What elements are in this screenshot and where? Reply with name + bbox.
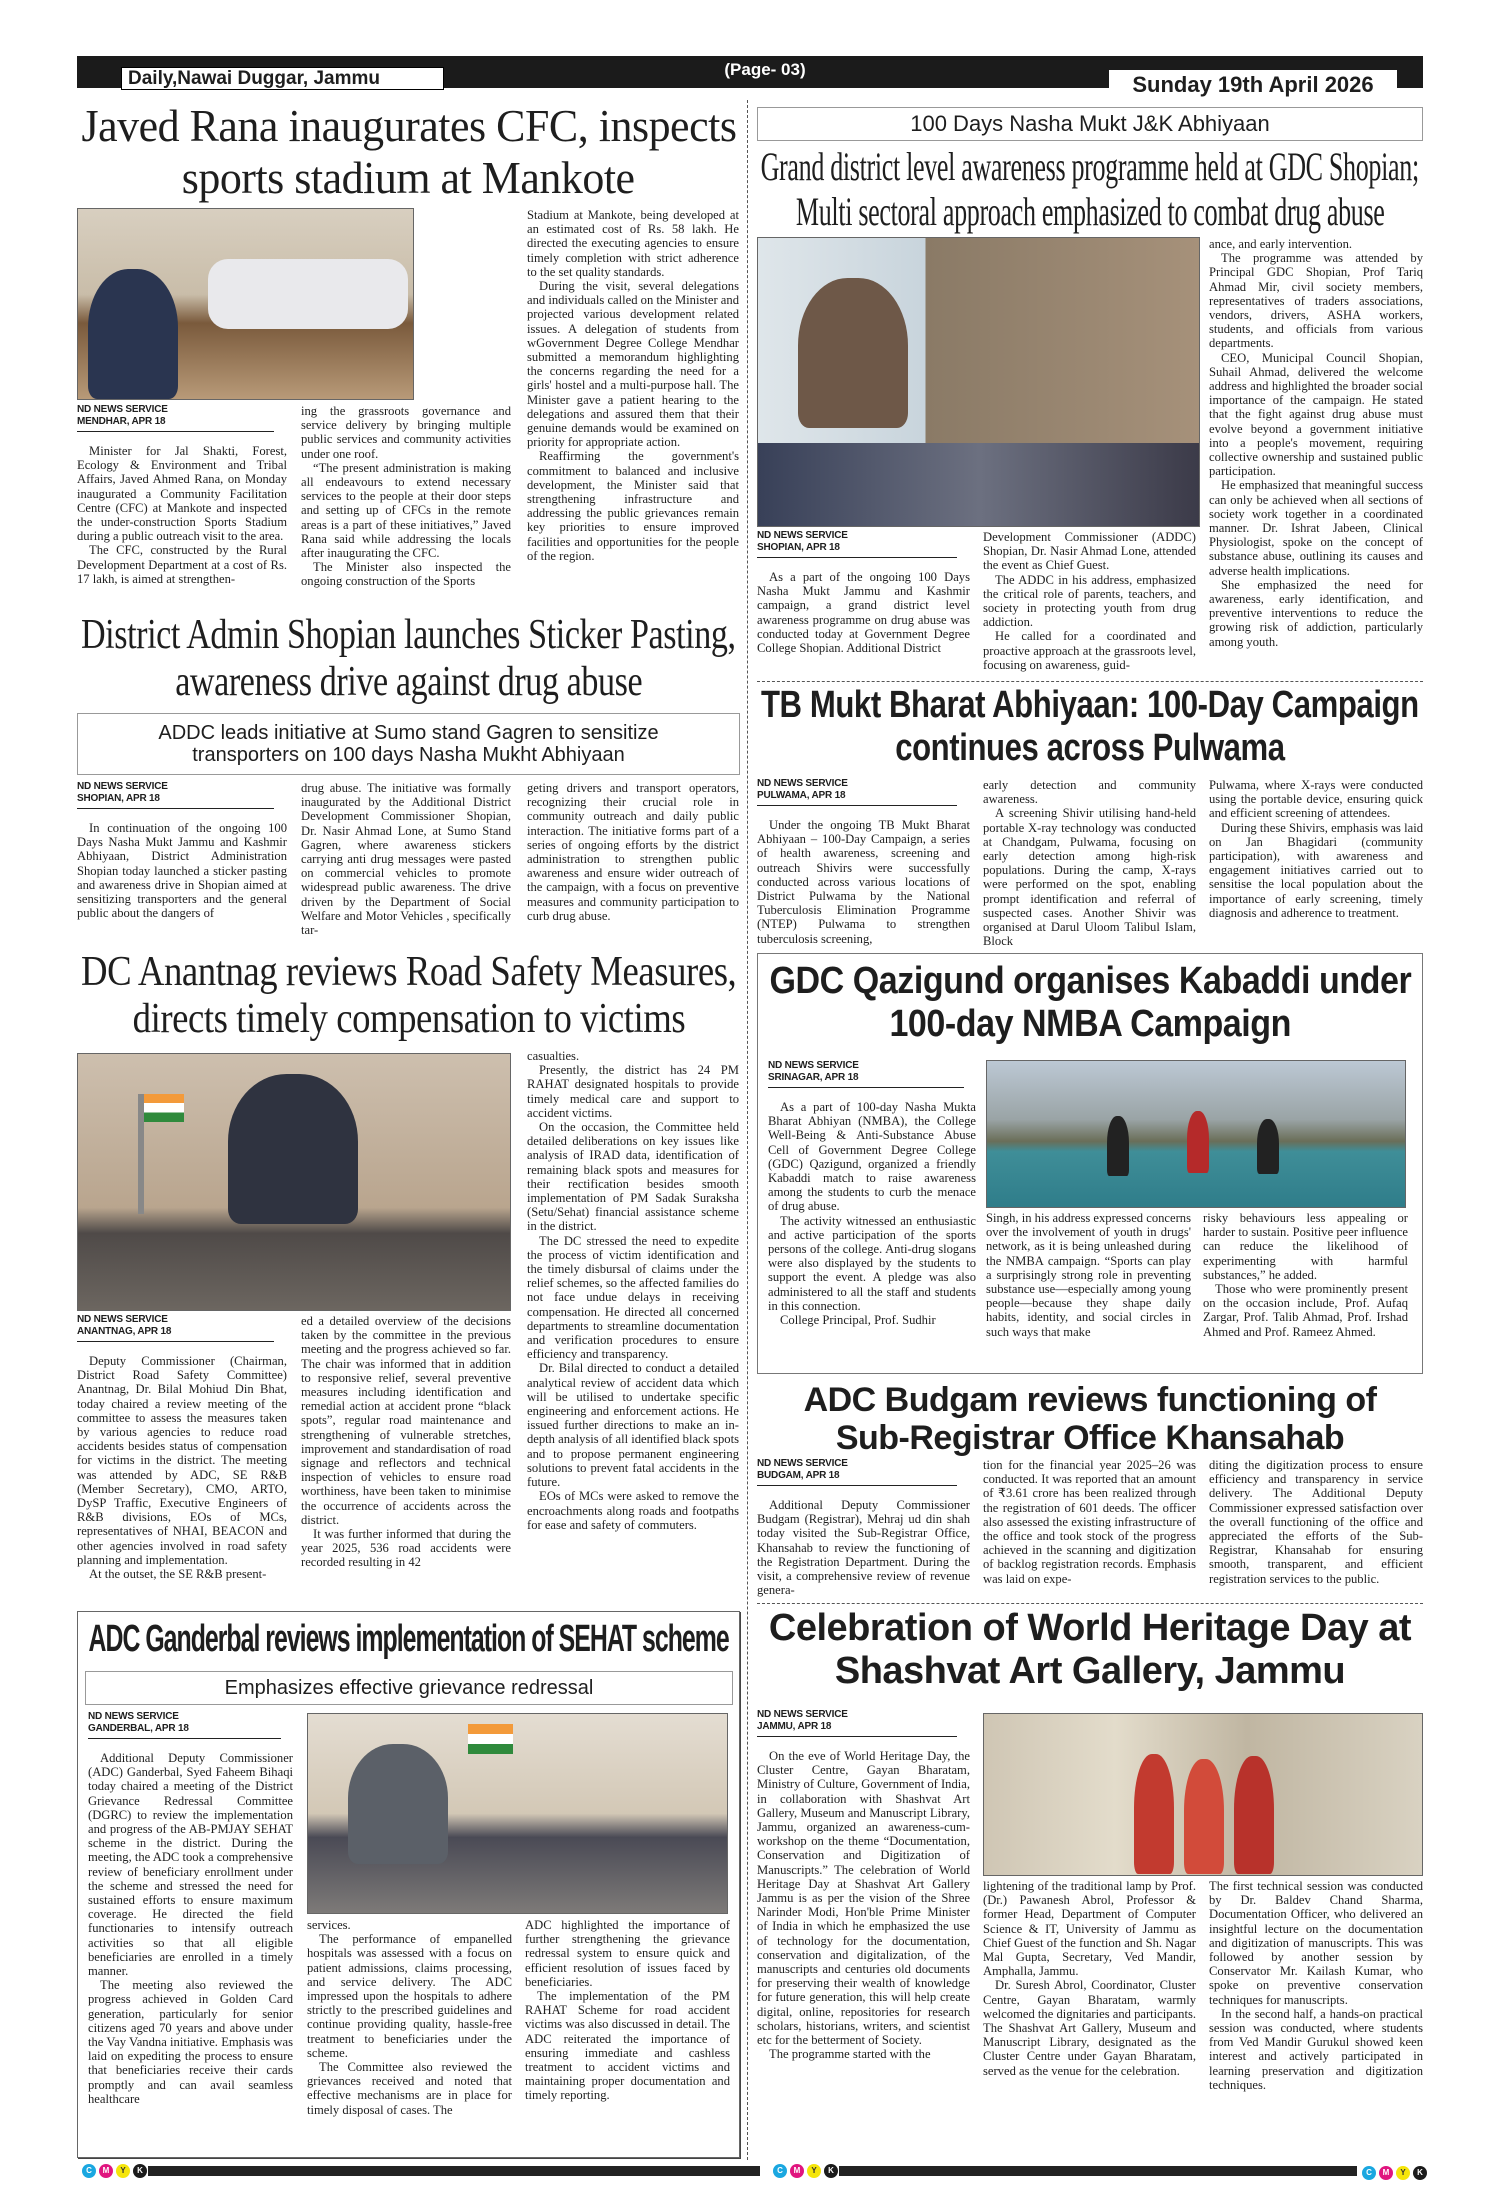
article-body bbox=[1209, 1458, 1423, 1586]
article-body bbox=[525, 1918, 730, 2103]
paragraph: During the visit, several delegations and individuals called on the Minister and projected various development related issues. A delegation of students from wGovernment Degree College Mendhar submitted a memorandum highlighting the concerns regarding the need for a girls' hostel and a multi-purpose hall. The Minister gave a patient hearing to the delegations and assured them that their genuine demands would be examined on priority for appropriate action. bbox=[527, 279, 739, 450]
section-divider bbox=[757, 1603, 1423, 1604]
article-column bbox=[1209, 778, 1423, 948]
paragraph: Reaffirming the government's commitment to balanced and inclusive development, the Minister said that strengthening infrastructure and addressing the public grievances remain key priorities to ensure improved facilities and opportunities for the people of the region. bbox=[527, 449, 739, 563]
article-body bbox=[77, 821, 287, 920]
headline-javed-rana: Javed Rana inaugurates CFC, inspects sports stadium at Mankote bbox=[81, 100, 736, 203]
photo-art-gallery-event bbox=[983, 1713, 1423, 1876]
paragraph: The performance of empanelled hospitals was assessed with a focus on patient admissions, claims processing, and service delivery. The ADC impressed upon the hospitals to adhere strictly to the prescribed guidelines and continue providing quality, hassle-free treatment to beneficiaries under the scheme. bbox=[307, 1932, 512, 2060]
paragraph: geting drivers and transport operators, recognizing their crucial role in community outreach and daily public interaction. The initiative forms part of a series of ongoing efforts by the district administration to strengthen public awareness and ensure wider outreach of the campaign, with a focus on preventive measures and community participation to curb drug abuse. bbox=[527, 781, 739, 923]
article-body bbox=[1209, 1879, 1423, 2092]
article-column bbox=[527, 1049, 739, 1599]
paragraph: ing the grassroots governance and service delivery by bringing multiple public services and community activities under one roof. bbox=[301, 404, 511, 461]
article-body bbox=[757, 1749, 970, 2061]
article-body bbox=[301, 404, 511, 589]
article-column bbox=[983, 1458, 1196, 1603]
headline-adc-budgam: ADC Budgam reviews functioning of Sub-Registrar Office Khansahab bbox=[803, 1381, 1377, 1458]
paragraph: At the outset, the SE R&B present- bbox=[89, 1567, 267, 1582]
paragraph: lightening of the traditional lamp by Prof. (Dr.) Pawanesh Abrol, Professor & former Head, Department of Computer Science & IT, University of Jammu as Chief Guest of the function and Sh. Nagar Mal Gupta, Secretary, Ved Mandir, Amphalla, Jammu. bbox=[983, 1879, 1196, 1979]
article-column bbox=[1209, 237, 1423, 675]
paragraph: The meeting also reviewed the progress achieved in Golden Card generation, particularly for senior citizens aged 70 years and above under the Vay Vandna initiative. Emphasis was laid on expediting the process to ensure that beneficiaries receive their cards promptly and can avail seamless healthcare bbox=[88, 1978, 293, 2106]
dateline: ND NEWS SERVICE SHOPIAN, APR 18 bbox=[757, 530, 957, 558]
article-body bbox=[757, 1498, 970, 1597]
paragraph: ed a detailed overview of the decisions taken by the committee in the previous meeting and the progress achieved so far. The chair was informed that in addition to responsive relief, several preventive measures including identification and remedial action at accident prone “black spots”, regular road maintenance and strengthening of vulnerable stretches, improvement and standardisation of road signage and reflectors and technical inspection of vehicles to ensure road worthiness, have been taken to minimise the occurrence of accidents across the district. bbox=[301, 1314, 511, 1527]
article-body bbox=[757, 818, 970, 946]
paragraph: “The present administration is making all endeavours to extend necessary services to the people at their door steps and setting up of CFCs in the remote areas is a part of these initiatives,” Javed Rana said while addressing the locals after inaugurating the CFC. bbox=[301, 460, 511, 561]
article-body bbox=[301, 781, 511, 937]
article-body bbox=[527, 781, 739, 923]
article-body bbox=[527, 1049, 739, 1532]
headline-gdc-qazigund: GDC Qazigund organises Kabaddi under 100-day NMBA Campaign bbox=[769, 960, 1411, 1045]
dateline: ND NEWS SERVICE PULWAMA, APR 18 bbox=[757, 778, 957, 806]
article-body bbox=[301, 1314, 511, 1570]
article-column bbox=[1209, 1879, 1423, 2156]
dateline: ND NEWS SERVICE ANANTNAG, APR 18 bbox=[77, 1314, 274, 1342]
paragraph: Those who were prominently present on the occasion include, Prof. Aufaq Zargar, Prof. Talib Ahmad, Prof. Irshad Ahmed and Prof. Rameez Ahmed. bbox=[1203, 1282, 1408, 1339]
paragraph: tion for the financial year 2025–26 was conducted. It was reported that an amount of ₹3.61 crore has been realized through the registration of 601 deeds. The officer also assessed the existing infrastructure of the office and took stock of the progress achieved in the scanning and digitization of backlog registration records. Emphasis was laid on expe- bbox=[983, 1458, 1196, 1586]
article-column bbox=[757, 778, 970, 948]
headline-dc-anantnag: DC Anantnag reviews Road Safety Measures, directs timely compensation to victims bbox=[80, 949, 737, 1043]
article-body bbox=[527, 208, 739, 563]
paragraph: drug abuse. The initiative was formally inaugurated by the Additional District Development Commissioner Shopian, Dr. Nasir Ahmad Lone, at Sumo Stand Gagren, where awareness stickers carrying anti drug messages were pasted on commercial vehicles to promote widespread public awareness. The drive driven by the Department of Social Welfare and Motor Vehicles , specifically tar- bbox=[301, 781, 511, 938]
article-column bbox=[757, 1458, 970, 1603]
article-column bbox=[88, 1711, 293, 2154]
paragraph: The first technical session was conducted by Dr. Baldev Chand Sharma, Documentation Officer, who delivered an insightful lecture on the documentation and digitization of manuscripts. This was followed by another session by Conservator Mr. Kailash Kumar, who spoke on preventive conservation techniques for manuscripts. bbox=[1209, 1879, 1423, 2007]
article-body bbox=[77, 1354, 287, 1581]
article-column bbox=[301, 781, 511, 941]
paragraph: It was further informed that during the year 2025, 536 road accidents were recorded resulting in 42 bbox=[301, 1527, 511, 1570]
paragraph: As a part of 100-day Nasha Mukta Bharat Abhiyan (NMBA), the College Well-Being & Anti-Substance Abuse Cell of Government Degree College (GDC) Qazigund, organized a friendly Kabaddi match to raise awareness among the students to curb the menace of drug abuse. bbox=[768, 1100, 976, 1214]
article-column bbox=[1203, 1211, 1408, 1371]
photo-minister-meeting bbox=[77, 208, 414, 400]
paragraph: Development Commissioner (ADDC) Shopian, Dr. Nasir Ahmad Lone, attended the event as Chief Guest. bbox=[983, 530, 1196, 573]
paragraph: casualties. bbox=[527, 1049, 580, 1063]
article-column bbox=[525, 1918, 730, 2154]
paragraph: Additional Deputy Commissioner (ADC) Ganderbal, Syed Faheem Bihaqi today chaired a meeting of the District Grievance Redressal Committee (DGRC) to review the implementation and progress of the AB-PMJAY SEHAT scheme in the district. During the meeting, the ADC took a comprehensive review of beneficiary enrollment under the scheme and stressed the need for sustained efforts to ensure maximum coverage. He directed the field functionaries to intensify outreach activities so that all eligible beneficiaries are enrolled in a timely manner. bbox=[88, 1751, 293, 1979]
footer-bar bbox=[839, 2166, 1357, 2176]
subheadline: Emphasizes effective grievance redressal bbox=[85, 1671, 733, 1705]
photo-kabaddi-match bbox=[986, 1060, 1406, 1208]
paragraph: Dr. Suresh Abrol, Coordinator, Cluster Centre, Gayan Bharatam, warmly welcomed the dignitaries and participants. The Shashvat Art Gallery, Museum and Manuscript Library, designated as the Cluster Centre under Gayan Bharatam, served as the venue for the celebration. bbox=[983, 1978, 1196, 2078]
photo-dgrc-meeting bbox=[307, 1713, 728, 1914]
article-column bbox=[527, 208, 739, 604]
paragraph: Additional Deputy Commissioner Budgam (Registrar), Mehraj ud din shah today visited the Sub-Registrar Office, Khansahab to review the functioning of the Registration Department. During the visit, a comprehensive review of revenue genera- bbox=[757, 1498, 970, 1598]
article-column bbox=[307, 1918, 512, 2154]
subheadline: ADDC leads initiative at Sumo stand Gagren to sensitize transporters on 100 days Nasha Mukht Abhiyaan bbox=[77, 713, 740, 775]
article-column bbox=[1209, 1458, 1423, 1603]
paragraph: Stadium at Mankote, being developed at an estimated cost of Rs. 58 lakh. He directed the executing agencies to ensure timely completion with strict adherence to the set quality standards. bbox=[527, 208, 739, 279]
paragraph: College Principal, Prof. Sudhir bbox=[780, 1313, 936, 1328]
article-body bbox=[983, 1879, 1196, 2078]
paragraph: She emphasized the need for awareness, early identification, and preventive interventions to reduce the growing risk of addiction, particularly among youth. bbox=[1209, 577, 1423, 649]
paragraph: The DC stressed the need to expedite the process of victim identification and the timely disbursal of claims under the relief schemes, so the affected families do not face undue delays in receiving compensation. He directed all concerned departments to streamline documentation and verification procedures to ensure efficiency and transparency. bbox=[527, 1233, 739, 1362]
article-column bbox=[757, 1709, 970, 2156]
headline-world-heritage-day: Celebration of World Heritage Day at Shashvat Art Gallery, Jammu bbox=[768, 1607, 1412, 1692]
article-body bbox=[983, 1458, 1196, 1586]
article-column bbox=[986, 1211, 1191, 1371]
cmyk-marks-center: C M Y K bbox=[773, 2164, 838, 2178]
paragraph: ance, and early intervention. bbox=[1209, 237, 1353, 251]
campaign-kicker: 100 Days Nasha Mukt J&K Abhiyaan bbox=[757, 107, 1423, 141]
paragraph: The activity witnessed an enthusiastic and active participation of the sports persons of the college. Anti-drug slogans were also displayed by the students to support the event. A pledge was also administered to all the staff and students in this connection. bbox=[768, 1213, 976, 1313]
footer-bar bbox=[148, 2166, 760, 2176]
dateline: ND NEWS SERVICE MENDHAR, APR 18 bbox=[77, 404, 274, 432]
paragraph: The Minister also inspected the ongoing construction of the Sports bbox=[301, 560, 511, 589]
issue-date: Sunday 19th April 2026 bbox=[1109, 70, 1397, 100]
article-column bbox=[768, 1060, 976, 1370]
paragraph: Singh, in his address expressed concerns over the involvement of youth in drugs' network, as it is being unleashed during the NMBA campaign. “Sports can play a surprisingly strong role in preventing substance use—especially among young people—because they shape daily habits, identity, and social circles in such ways that make bbox=[986, 1211, 1191, 1339]
article-body bbox=[1209, 778, 1423, 920]
paragraph: Pulwama, where X-rays were conducted using the portable device, ensuring quick and efficient screening of attendees. bbox=[1209, 778, 1423, 821]
dateline: ND NEWS SERVICE JAMMU, APR 18 bbox=[757, 1709, 957, 1737]
article-body bbox=[983, 778, 1196, 948]
article-column bbox=[983, 530, 1196, 675]
photo-road-safety-meeting bbox=[77, 1053, 511, 1311]
article-body bbox=[1209, 237, 1423, 649]
article-column bbox=[301, 404, 511, 604]
headline-adc-ganderbal: ADC Ganderbal reviews implementation of SEHAT scheme bbox=[88, 1618, 730, 1660]
article-body bbox=[77, 444, 287, 586]
paragraph: diting the digitization process to ensure efficiency and transparency in service delivery. The Additional Deputy Commissioner expressed satisfaction over the overall functioning of the office and appreciated the efforts of the Sub-Registrar, Khansahab for ensuring smooth, transparent, and efficient registration services to the public. bbox=[1209, 1458, 1423, 1586]
article-column bbox=[77, 781, 287, 941]
dateline: ND NEWS SERVICE GANDERBAL, APR 18 bbox=[88, 1711, 281, 1739]
newspaper-name: Daily,Nawai Duggar, Jammu bbox=[121, 67, 444, 90]
article-column bbox=[983, 778, 1196, 948]
headline-tb-mukt: TB Mukt Bharat Abhiyaan: 100-Day Campaign continues across Pulwama bbox=[761, 684, 1419, 769]
article-body bbox=[983, 530, 1196, 672]
column-divider bbox=[747, 100, 748, 2160]
paragraph: On the occasion, the Committee held detailed deliberations on key issues like analysis of IRAD data, identification of remaining black spots and measures for their rectification besides smooth implementation of PM Sadak Suraksha (Setu/Sehat) financial assistance scheme in the district. bbox=[527, 1120, 739, 1234]
article-body bbox=[88, 1751, 293, 2106]
article-column bbox=[983, 1879, 1196, 2156]
paragraph: In the second half, a hands-on practical session was conducted, where students from Ved Mandir Gurukul showed keen interest and actively participated in learning preservation and digitization techniques. bbox=[1209, 2006, 1423, 2092]
paragraph: The Committee also reviewed the grievances received and noted that effective mechanisms are in place for timely disposal of cases. The bbox=[307, 2060, 512, 2117]
paragraph: services. bbox=[307, 1918, 351, 1932]
paragraph: During these Shivirs, emphasis was laid on Jan Bhagidari (community participation), with awareness and engagement initiatives carried out to sensitise the local population about the importance of early screening, timely diagnosis and adherence to treatment. bbox=[1209, 820, 1423, 920]
paragraph: Minister for Jal Shakti, Forest, Ecology & Environment and Tribal Affairs, Javed Ahmed Rana, on Monday inaugurated a Community Facilitation Centre (CFC) at Mankote and inspected the under-construction Sports Stadium during a public outreach visit to the area. bbox=[77, 444, 287, 544]
paragraph: A screening Shivir utilising hand-held portable X-ray technology was conducted at Chandgam, Pulwama, focusing on early detection among high-risk populations. During the camp, X-rays were performed on the spot, enabling prompt identification and referral of suspected cases. Another Shivir was organised at Darul Uloom Talibul Islam, Block bbox=[983, 806, 1196, 948]
paragraph: The implementation of the PM RAHAT Scheme for road accident victims was also discussed in detail. The ADC reiterated the importance of ensuring immediate and cashless treatment to accident victims and maintaining proper documentation and timely reporting. bbox=[525, 1989, 730, 2103]
paragraph: Under the ongoing TB Mukt Bharat Abhiyaan – 100-Day Campaign, a series of health awareness, screening and outreach Shivirs were successfully conducted across various locations of District Pulwama by the National Tuberculosis Elimination Programme (NTEP) Pulwama to strengthen tuberculosis screening, bbox=[757, 818, 970, 946]
headline-shopian-sticker: District Admin Shopian launches Sticker Pasting, awareness drive against drug abuse bbox=[81, 612, 736, 706]
article-column bbox=[77, 1314, 287, 1599]
paragraph: As a part of the ongoing 100 Days Nasha Mukt Jammu and Kashmir campaign, a grand district level awareness programme on drug abuse was conducted today at Government Degree College Shopian. Additional District bbox=[757, 570, 970, 656]
article-body bbox=[1203, 1211, 1408, 1339]
paragraph: The ADDC in his address, emphasized the critical role of parents, teachers, and society in protecting youth from drug addiction. bbox=[983, 572, 1196, 630]
cmyk-marks-left: C M Y K bbox=[82, 2164, 147, 2178]
paragraph: early detection and community awareness. bbox=[983, 778, 1196, 807]
paragraph: EOs of MCs were asked to remove the encroachments along roads and footpaths for ease and safety of commuters. bbox=[527, 1489, 739, 1532]
paragraph: Presently, the district has 24 PM RAHAT designated hospitals to provide timely medical care and support to accident victims. bbox=[527, 1063, 739, 1120]
paragraph: Dr. Bilal directed to conduct a detailed analytical review of accident data which will be utilised to undertake specific engineering and enforcement actions. He issued further directions to make an in-depth analysis of all identified black spots and to propose permanent engineering solutions to prevent fatal accidents in the future. bbox=[527, 1361, 739, 1490]
dateline: ND NEWS SERVICE SRINAGAR, APR 18 bbox=[768, 1060, 964, 1088]
cmyk-marks-right: C M Y K bbox=[1362, 2166, 1427, 2180]
article-column bbox=[301, 1314, 511, 1599]
article-column bbox=[77, 404, 287, 604]
paragraph: The CFC, constructed by the Rural Development Department at a cost of Rs. 17 lakh, is aimed at strengthen- bbox=[77, 543, 287, 586]
page-number: (Page- 03) bbox=[724, 60, 806, 79]
paragraph: ADC highlighted the importance of further strengthening the grievance redressal system to ensure quick and efficient resolution of issues faced by beneficiaries. bbox=[525, 1918, 730, 1989]
paragraph: He called for a coordinated and proactive approach at the grassroots level, focusing on awareness, guid- bbox=[983, 629, 1196, 672]
paragraph: CEO, Municipal Council Shopian, Suhail Ahmad, delivered the welcome address and highlighted the broader social importance of the campaign. He stated that the fight against drug abuse must evolve beyond a government initiative into a people's movement, requiring collective ownership and sustained public participation. bbox=[1209, 350, 1423, 479]
paragraph: In continuation of the ongoing 100 Days Nasha Mukt Jammu and Kashmir Abhiyaan, District Administration Shopian today launched a sticker pasting and awareness drive in Shopian aimed at sensitizing transporters and the general public about the dangers of bbox=[77, 821, 287, 921]
article-column bbox=[527, 781, 739, 941]
photo-awareness-programme bbox=[757, 237, 1200, 527]
article-body bbox=[986, 1211, 1191, 1339]
paragraph: Deputy Commissioner (Chairman, District Road Safety Committee) Anantnag, Dr. Bilal Mohiud Din Bhat, today chaired a review meeting of the committee to assess the measures taken by various agencies to reduce road accidents besides status of compensation for victims in the district. The meeting was attended by ADC, SE R&B (Member Secretary), CMO, ARTO, DySP Traffic, Executive Engineers of R&B divisions, EOs of MCs, representatives of NHAI, BEACON and other agencies involved in road safety planning and implementation. bbox=[77, 1354, 287, 1567]
paragraph: On the eve of World Heritage Day, the Cluster Centre, Gayan Bharatam, Ministry of Culture, Government of India, in collaboration with Shashvat Art Gallery, Museum and Manuscript Library, Jammu, organized an awareness-cum-workshop on the theme “Documentation, Conservation and Digitization of Manuscripts.” The celebration of World Heritage Day at Shashvat Art Gallery Jammu is as per the vision of the Shree Narinder Modi, Hon'ble Prime Minister of India in which he emphasized the use of technology for the documentation, conservation and digitalization, of the manuscripts and centuries old documents for preserving their wealth of knowledge for future generation, this will help create digital, online, repositories for research scholars, historians, writers, and scientist etc for the betterment of Society. bbox=[757, 1749, 970, 2048]
headline-gdc-shopian: Grand district level awareness programme held at GDC Shopian; Multi sectoral approach emphasized to combat drug abuse bbox=[760, 144, 1420, 234]
article-body bbox=[768, 1100, 976, 1327]
paragraph: He emphasized that meaningful success can only be achieved when all sections of society work together in a coordinated manner. Dr. Ishrat Jabeen, Clinical Physiologist, spoke on the concept of substance abuse, outlining its causes and adverse health implications. bbox=[1209, 478, 1423, 578]
paragraph: The programme was attended by Principal GDC Shopian, Prof Tariq Ahmad Mir, civil society members, representatives of traders associations, vendors, drivers, ASHA workers, students, and officials from various departments. bbox=[1209, 251, 1423, 351]
paragraph: risky behaviours less appealing or harder to sustain. Positive peer influence can reduce the likelihood of experimenting with harmful substances,” he added. bbox=[1203, 1211, 1408, 1282]
paragraph: The programme started with the bbox=[769, 2047, 931, 2062]
dateline: ND NEWS SERVICE SHOPIAN, APR 18 bbox=[77, 781, 274, 809]
dateline: ND NEWS SERVICE BUDGAM, APR 18 bbox=[757, 1458, 957, 1486]
article-body bbox=[307, 1918, 512, 2117]
section-divider bbox=[757, 681, 1423, 682]
